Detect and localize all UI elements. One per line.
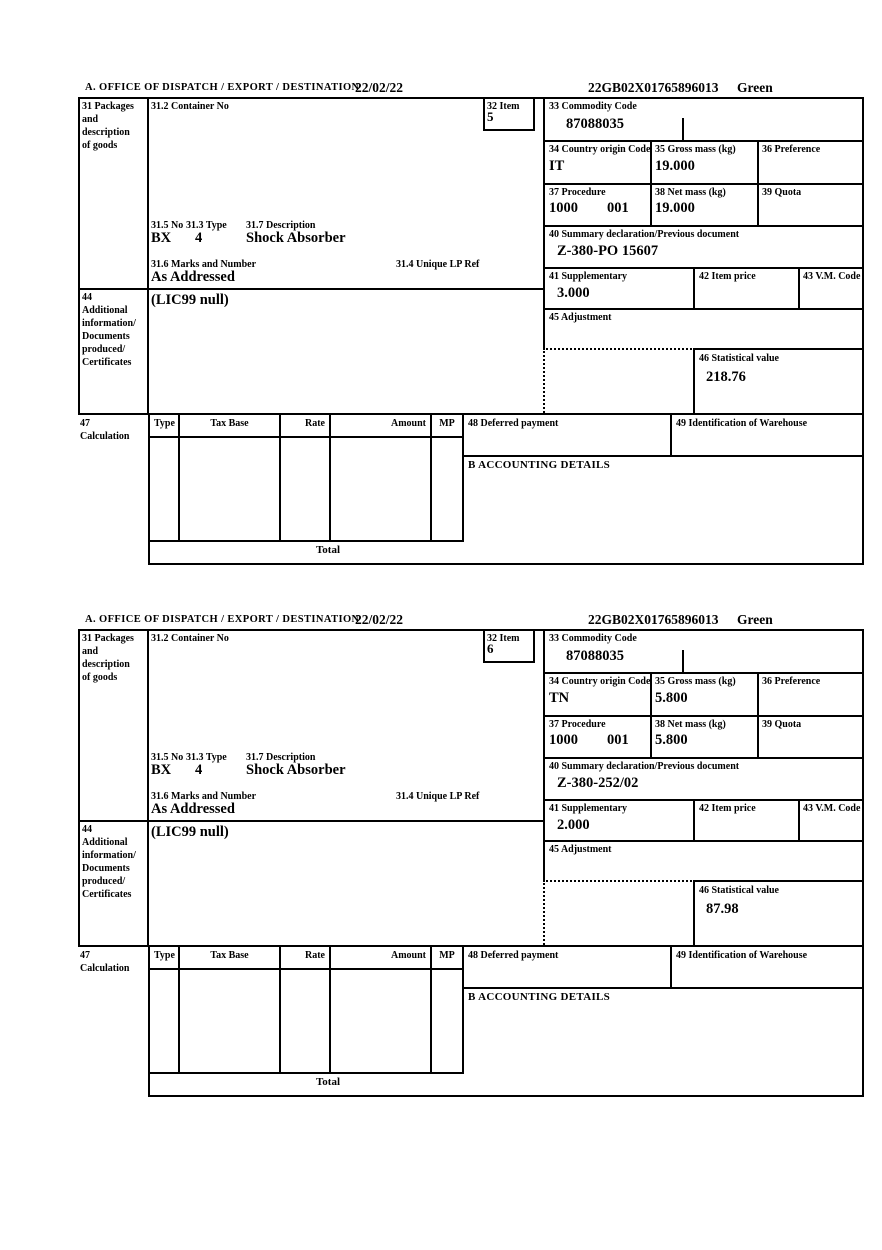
box31-7-description-label: 31.7 Description [246,220,316,231]
divider-line [279,413,281,540]
box31-2-container-label: 31.2 Container No [151,633,229,644]
divider-line [430,413,432,540]
supplementary-units-value: 3.000 [557,285,590,301]
divider-line [533,629,535,663]
statistical-value: 87.98 [706,901,739,917]
divider-line [693,348,695,413]
box31-packages-label: 31 Packages and description of goods [82,633,134,683]
goods-description-value: Shock Absorber [246,762,346,778]
box48-deferred-payment-label: 48 Deferred payment [468,950,559,961]
box33-commodity-label: 33 Commodity Code [549,101,637,112]
divider-line [78,629,80,947]
divider-line [178,413,180,540]
divider-line [543,308,864,310]
divider-line [148,413,150,563]
box41-supplementary-label: 41 Supplementary [549,803,628,814]
divider-line [329,413,331,540]
box42-item-price-label: 42 Item price [699,271,756,282]
adjustment-dotted-line [543,348,695,350]
box38-net-mass-label: 38 Net mass (kg) [655,719,726,730]
box46-statistical-label: 46 Statistical value [699,353,779,364]
additional-information-value: (LIC99 null) [151,292,229,308]
divider-line [543,799,864,801]
divider-line [543,225,864,227]
divider-line [462,413,464,540]
package-kind-value: BX [151,230,172,246]
box40-previous-doc-label: 40 Summary declaration/Previous document [549,229,740,240]
total-label: Total [315,1076,341,1088]
box32-item-label: 32 Item [487,101,520,112]
box43-vm-code-label: 43 V.M. Code [803,271,861,282]
form-grid [78,97,864,565]
statistical-value: 218.76 [706,369,746,385]
divider-line [757,140,759,225]
divider-line [693,880,864,882]
divider-line [430,945,432,1072]
divider-line [483,661,535,663]
gross-mass-value: 5.800 [655,690,688,706]
amount-column-header: Amount [390,950,426,961]
procedure-suffix-value: 001 [607,200,629,216]
movement-reference-number: 22GB02X01765896013 [588,80,719,95]
box31-5-no-label: 31.5 No [151,220,184,231]
divider-line [148,436,464,438]
amount-column-header: Amount [390,418,426,429]
mp-column-header: MP [439,418,455,429]
divider-line [483,629,485,661]
marks-numbers-value: As Addressed [151,801,235,817]
divider-line [78,945,864,947]
divider-line [798,267,800,308]
divider-line [543,267,864,269]
divider-line [693,348,864,350]
previous-document-value: Z-380-PO 15607 [557,243,659,259]
box44-additional-info-label: 44 Additional information/ Documents produced/ Certificates [82,824,136,900]
box35-gross-mass-label: 35 Gross mass (kg) [655,676,736,687]
box46-statistical-label: 46 Statistical value [699,885,779,896]
divider-line [78,97,80,415]
box34-origin-label: 34 Country origin Code [549,676,651,687]
additional-information-value: (LIC99 null) [151,824,229,840]
item-number-value: 5 [487,109,494,124]
country-origin-value: TN [549,690,570,706]
divider-line [670,945,672,987]
box36-preference-label: 36 Preference [762,144,821,155]
declaration-item-section [78,80,864,566]
tax-type-column-header: Type [154,950,175,961]
box42-item-price-label: 42 Item price [699,803,756,814]
divider-line [670,413,672,455]
package-type-value: 4 [195,230,203,246]
tax-type-column-header: Type [154,418,175,429]
box37-procedure-label: 37 Procedure [549,187,606,198]
commodity-code-tick [682,118,684,140]
box49-warehouse-label: 49 Identification of Warehouse [676,950,808,961]
commodity-code-tick [682,650,684,672]
box34-origin-label: 34 Country origin Code [549,144,651,155]
form-grid [78,629,864,1097]
goods-description-value: Shock Absorber [246,230,346,246]
adjustment-dotted-line [543,880,545,945]
box40-previous-doc-label: 40 Summary declaration/Previous document [549,761,740,772]
divider-line [178,945,180,1072]
box31-5-no-label: 31.5 No [151,752,184,763]
divider-line [329,945,331,1072]
section-header [78,80,864,96]
divider-line [543,715,864,717]
divider-line [148,968,464,970]
divider-line [693,880,695,945]
box31-6-marks-label: 31.6 Marks and Number [151,259,257,270]
box31-4-lp-ref-label: 31.4 Unique LP Ref [396,791,480,802]
divider-line [148,1072,464,1074]
mp-column-header: MP [439,950,455,961]
divider-line [543,840,864,842]
divider-line [78,413,864,415]
divider-line [148,540,464,542]
divider-line [862,629,864,1097]
office-of-dispatch-label: A. OFFICE OF DISPATCH / EXPORT / DESTINATION [85,82,360,93]
box47-calculation-label: 47 Calculation [80,418,130,442]
divider-line [147,629,149,945]
divider-line [693,267,695,308]
box44-additional-info-label: 44 Additional information/ Documents produced/ Certificates [82,292,136,368]
box31-3-type-label: 31.3 Type [186,752,227,763]
box31-packages-label: 31 Packages and description of goods [82,101,134,151]
box41-supplementary-label: 41 Supplementary [549,271,628,282]
declaration-item-section [78,612,864,1098]
commodity-code-value: 87088035 [566,116,624,132]
box47-calculation-label: 47 Calculation [80,950,130,974]
divider-line [533,97,535,131]
box39-quota-label: 39 Quota [762,187,802,198]
divider-line [148,563,864,565]
section-header [78,612,864,628]
divider-line [462,945,464,1072]
procedure-value: 1000 [549,732,578,748]
adjustment-dotted-line [543,348,545,413]
tax-base-column-header: Tax Base [210,950,249,961]
marks-numbers-value: As Addressed [151,269,235,285]
country-origin-value: IT [549,158,565,174]
box48-deferred-payment-label: 48 Deferred payment [468,418,559,429]
box31-2-container-label: 31.2 Container No [151,101,229,112]
procedure-value: 1000 [549,200,578,216]
divider-line [543,672,864,674]
routing-status: Green [737,80,773,95]
box35-gross-mass-label: 35 Gross mass (kg) [655,144,736,155]
accounting-details-label: B ACCOUNTING DETAILS [468,991,611,1003]
divider-line [147,97,149,413]
declaration-date: 22/02/22 [355,80,404,95]
gross-mass-value: 19.000 [655,158,695,174]
adjustment-dotted-line [543,880,695,882]
box31-6-marks-label: 31.6 Marks and Number [151,791,257,802]
box43-vm-code-label: 43 V.M. Code [803,803,861,814]
rate-column-header: Rate [305,950,325,961]
divider-line [543,140,864,142]
box31-7-description-label: 31.7 Description [246,752,316,763]
procedure-suffix-value: 001 [607,732,629,748]
divider-line [757,672,759,757]
package-kind-value: BX [151,762,172,778]
item-number-value: 6 [487,641,494,656]
total-label: Total [315,544,341,556]
commodity-code-value: 87088035 [566,648,624,664]
box37-procedure-label: 37 Procedure [549,719,606,730]
divider-line [862,97,864,565]
net-mass-value: 19.000 [655,200,695,216]
rate-column-header: Rate [305,418,325,429]
box36-preference-label: 36 Preference [762,676,821,687]
divider-line [148,945,150,1095]
divider-line [543,183,864,185]
divider-line [543,757,864,759]
divider-line [543,629,545,880]
movement-reference-number: 22GB02X01765896013 [588,612,719,627]
box38-net-mass-label: 38 Net mass (kg) [655,187,726,198]
box45-adjustment-label: 45 Adjustment [549,312,612,323]
divider-line [279,945,281,1072]
divider-line [78,97,864,99]
divider-line [462,987,864,989]
previous-document-value: Z-380-252/02 [557,775,639,791]
divider-line [693,799,695,840]
net-mass-value: 5.800 [655,732,688,748]
declaration-date: 22/02/22 [355,612,404,627]
divider-line [483,97,485,129]
routing-status: Green [737,612,773,627]
divider-line [798,799,800,840]
office-of-dispatch-label: A. OFFICE OF DISPATCH / EXPORT / DESTINATION [85,614,360,625]
package-type-value: 4 [195,762,203,778]
accounting-details-label: B ACCOUNTING DETAILS [468,459,611,471]
box49-warehouse-label: 49 Identification of Warehouse [676,418,808,429]
box45-adjustment-label: 45 Adjustment [549,844,612,855]
divider-line [78,629,864,631]
box32-item-label: 32 Item [487,633,520,644]
tax-base-column-header: Tax Base [210,418,249,429]
divider-line [462,455,864,457]
divider-line [483,129,535,131]
box31-4-lp-ref-label: 31.4 Unique LP Ref [396,259,480,270]
box39-quota-label: 39 Quota [762,719,802,730]
divider-line [148,1095,864,1097]
box33-commodity-label: 33 Commodity Code [549,633,637,644]
supplementary-units-value: 2.000 [557,817,590,833]
divider-line [543,97,545,348]
box31-3-type-label: 31.3 Type [186,220,227,231]
